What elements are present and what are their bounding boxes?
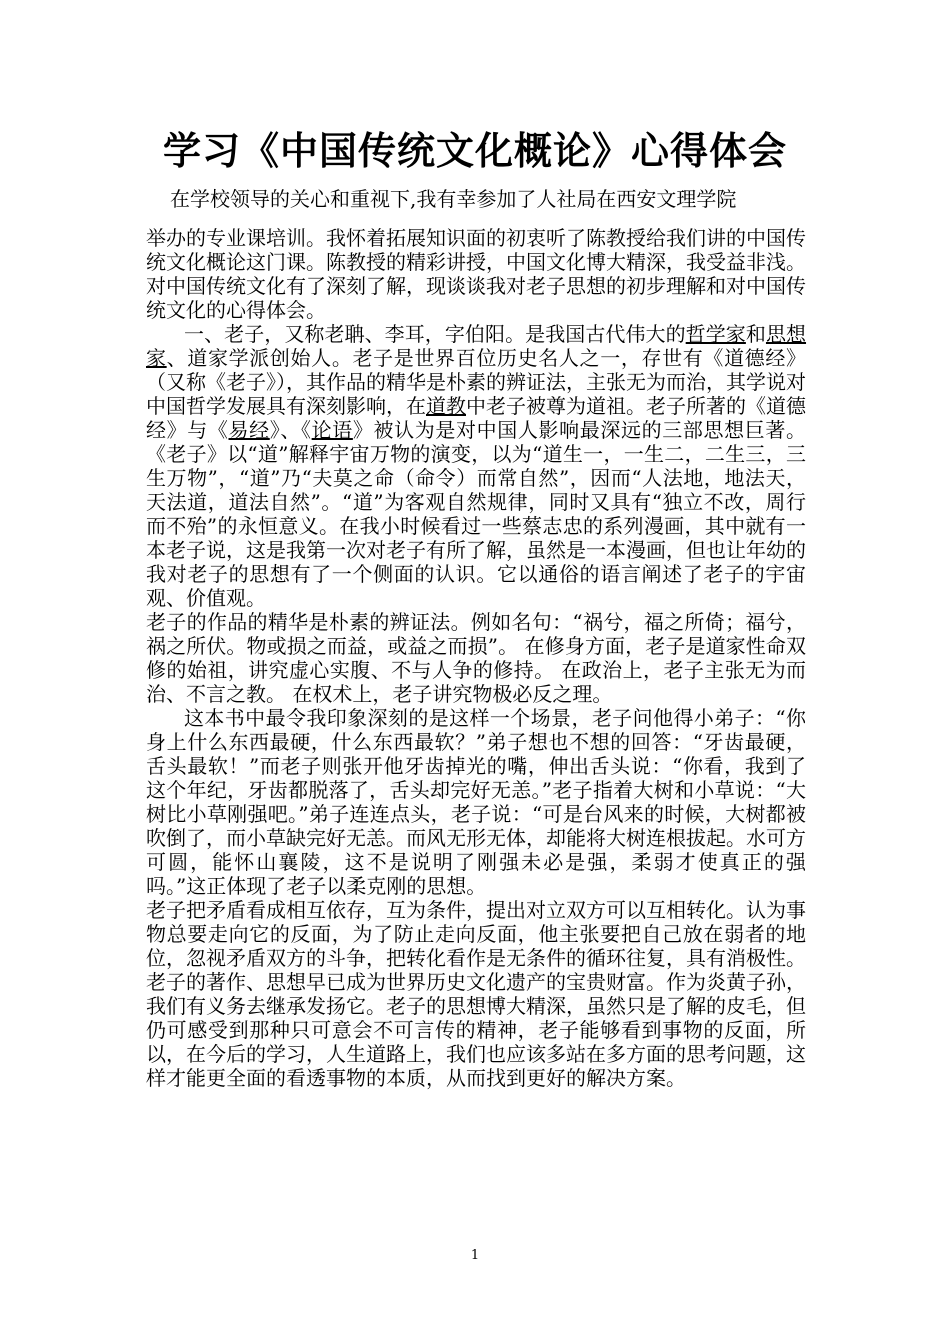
link-taoism[interactable]: 道教 [426,394,466,418]
intro-first-line: 在学校领导的关心和重视下,我有幸参加了人社局在西安文理学院 [170,187,737,211]
link-yijing[interactable]: 易经 [228,418,270,442]
section-text: 、道家学派创始人。老子是世界百位历史名人之一，存世有《道德经》（又称《老子》），其作品的精华是朴素的辨证法，主张无为而治，其学说对中国哲学发展具有深刻影响，在 [146,346,807,418]
paragraph-story: 这本书中最令我印象深刻的是这样一个场景，老子问他得小弟子：“你身上什么东西最硬，什么东西最软？”弟子想也不想的回答：“牙齿最硬，舌头最软！”而老子则张开他牙齿掉光的嘴，伸出舌头说：“你看，我到了这个年纪，牙齿都脱落了，舌头却完好无恙。”老子指着大树和小草说：“大树比小草刚强吧。”弟子连连点头，老子说：“可是台风来的时候，大树都被吹倒了，而小草缺完好无恙。而风无形无体，却能将大树连根拔起。水可方可圆，能怀山襄陵，这不是说明了刚强未必是强，柔弱才使真正的强吗。”这正体现了老子以柔克刚的思想。 [146,706,806,898]
link-thinker[interactable]: 思想家 [146,322,807,370]
section-text: 一、老子，又称老聃、李耳，字伯阳。是我国古代伟大的 [184,322,686,346]
page-number: 1 [470,1248,480,1263]
section-laozi-intro [146,322,806,610]
section-text: 中老子被尊为道祖。老子所著的《道德经》与《 [146,394,806,442]
document-title: 学习《中国传统文化概论》心得体会 [162,129,787,173]
paragraph-contradiction: 老子把矛盾看成相互依存，互为条件，提出对立双方可以互相转化。认为事物总要走向它的反面，为了防止走向反面，他主张要把自己放在弱者的地位，忽视矛盾双方的斗争，把转化看作是无条件的循环往复，具有消极性。 [146,898,806,970]
paragraph-conclusion: 老子的著作、思想早已成为世界历史文化遗产的宝贵财富。作为炎黄子孙，我们有义务去继承发扬它。老子的思想博大精深，虽然只是了解的皮毛，但仍可感受到那种只可意会不可言传的精神，老子能够看到事物的反面，所以，在今后的学习，人生道路上，我们也应该多站在多方面的思考问题，这样才能更全面的看透事物的本质，从而找到更好的解决方案。 [146,970,806,1090]
section-text: 》被认为是对中国人影响最深远的三部思想巨著。《老子》以“道”解释宇宙万物的演变，以为“道生一，一生二，二生三，三生万物”，“道”乃“夫莫之命（命令）而常自然”，因而“人法地，地法天，天法道，道法自然”。“道”为客观自然规律，同时又具有“独立不改，周行而不殆”的永恒意义。在我小时候看过一些蔡志忠的系列漫画，其中就有一本老子说，这是我第一次对老子有所了解，虽然是一本漫画，但也让年幼的我对老子的思想有了一个侧面的认识。它以通俗的语言阐述了老子的宇宙观、价值观。 [146,418,806,610]
section-text: 》、《 [269,418,312,442]
link-philosopher[interactable]: 哲学家 [685,322,746,346]
intro-paragraph: 举办的专业课培训。我怀着拓展知识面的初衷听了陈教授给我们讲的中国传统文化概论这门课。陈教授的精彩讲授，中国文化博大精深，我受益非浅。对中国传统文化有了深刻了解，现谈谈我对老子思想的初步理解和对中国传统文化的心得体会。 [146,226,806,322]
link-lunyu[interactable]: 论语 [311,418,353,442]
document-body [146,226,806,1090]
section-text: 和 [745,322,766,346]
paragraph-dialectics: 老子的作品的精华是朴素的辨证法。例如名句：“祸兮，福之所倚；福兮，祸之所伏。物或损之而益，或益之而损”。 在修身方面，老子是道家性命双修的始祖，讲究虚心实腹、不与人争的修持。 在政治上，老子主张无为而治、不言之教。 在权术上，老子讲究物极必反之理。 [146,610,806,706]
